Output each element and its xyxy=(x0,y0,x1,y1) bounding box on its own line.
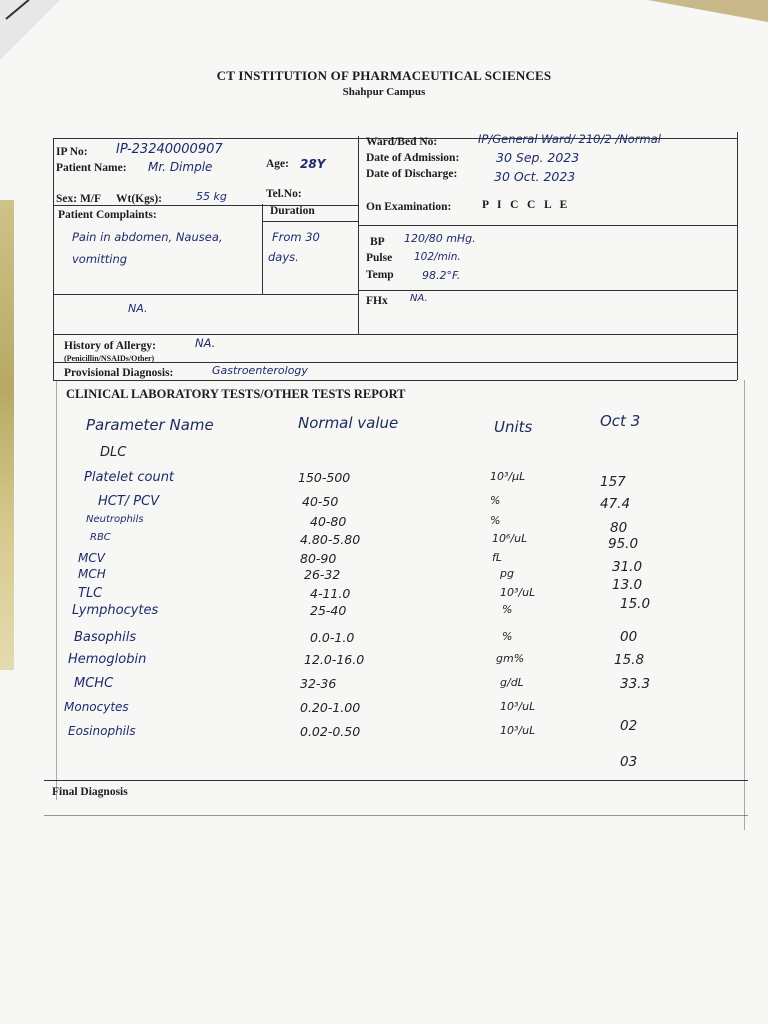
result-value: 00 xyxy=(620,629,638,645)
result-value: 13.0 xyxy=(612,577,643,593)
result-value: 15.0 xyxy=(620,596,651,612)
tel-label: Tel.No: xyxy=(266,188,302,200)
duration-label: Duration xyxy=(270,205,315,217)
admission-value: 30 Sep. 2023 xyxy=(496,150,580,165)
parameter-name: Eosinophils xyxy=(68,724,136,738)
ip-label: IP No: xyxy=(56,146,88,158)
column-divider xyxy=(358,136,359,334)
duration-line-1: From 30 xyxy=(272,230,320,244)
parameter-name: Basophils xyxy=(74,630,137,645)
result-value: 33.3 xyxy=(620,676,651,692)
bp-value: 120/80 mHg. xyxy=(404,232,476,245)
parameter-name: RBC xyxy=(90,532,111,543)
parameter-name: Hemoglobin xyxy=(68,652,147,667)
allergy-value: NA. xyxy=(195,336,216,350)
final-diagnosis-label: Final Diagnosis xyxy=(52,786,128,798)
unit-value: 10⁶/uL xyxy=(492,532,528,545)
other-history-value: NA. xyxy=(128,302,148,315)
duration-line-2: days. xyxy=(268,250,299,264)
patient-name-label: Patient Name: xyxy=(56,162,127,174)
unit-value: % xyxy=(490,514,501,527)
unit-value: 10³/µL xyxy=(490,470,526,483)
ward-label: Ward/Bed No: xyxy=(366,136,438,148)
row-divider xyxy=(44,780,748,781)
normal-value: 0.20-1.00 xyxy=(300,700,361,715)
provisional-diagnosis-value: Gastroenterology xyxy=(212,364,308,377)
normal-value: 4.80-5.80 xyxy=(300,532,361,547)
unit-value: 10³/uL xyxy=(500,724,536,737)
unit-value: % xyxy=(502,630,513,643)
result-value: 03 xyxy=(620,754,638,770)
normal-value: 150-500 xyxy=(298,470,351,485)
fhx-label: FHx xyxy=(366,295,388,307)
row-divider xyxy=(53,362,737,363)
discharge-label: Date of Discharge: xyxy=(366,168,458,180)
column-divider xyxy=(262,204,263,294)
column-header-normal: Normal value xyxy=(298,414,399,432)
provisional-diagnosis-label: Provisional Diagnosis: xyxy=(64,367,174,379)
row-divider xyxy=(53,380,737,381)
complaints-line-2: vomitting xyxy=(72,252,128,266)
result-value: 80 xyxy=(610,520,628,536)
normal-value: 80-90 xyxy=(300,551,337,566)
result-value: 15.8 xyxy=(614,652,645,668)
row-divider xyxy=(53,294,358,295)
parameter-name: Lymphocytes xyxy=(72,603,159,618)
unit-value: gm% xyxy=(496,652,525,665)
unit-value: g/dL xyxy=(500,676,524,689)
examination-label: On Examination: xyxy=(366,201,452,213)
column-header-date: Oct 3 xyxy=(600,412,641,430)
border-line xyxy=(53,138,54,380)
pulse-label: Pulse xyxy=(366,252,393,264)
unit-value: 10³/uL xyxy=(500,700,536,713)
admission-label: Date of Admission: xyxy=(366,152,460,164)
normal-value: 26-32 xyxy=(304,567,341,582)
temp-value: 98.2°F. xyxy=(422,269,461,282)
ip-value: IP-23240000907 xyxy=(116,142,223,157)
age-value: 28Y xyxy=(300,157,326,171)
normal-value: 0.02-0.50 xyxy=(300,724,361,739)
ward-value: IP/General Ward/ 210/2 /Normal xyxy=(478,132,662,146)
campus-subtitle: Shahpur Campus xyxy=(342,86,426,98)
weight-label: Wt(Kgs): xyxy=(116,193,162,205)
institution-title: CT INSTITUTION OF PHARMACEUTICAL SCIENCES xyxy=(216,68,552,83)
allergy-sublabel: (Penicillin/NSAIDs/Other) xyxy=(64,354,155,363)
normal-value: 4-11.0 xyxy=(310,586,351,601)
pulse-value: 102/min. xyxy=(414,251,461,263)
sex-label: Sex: M/F xyxy=(56,193,102,205)
fhx-value: NA. xyxy=(410,293,428,304)
row-divider xyxy=(53,334,737,335)
lab-report-title: CLINICAL LABORATORY TESTS/OTHER TESTS REPORT xyxy=(66,387,406,401)
border-line xyxy=(56,380,57,800)
bp-label: BP xyxy=(370,236,385,248)
weight-value: 55 kg xyxy=(196,190,227,203)
parameter-name: MCV xyxy=(78,551,105,565)
result-value: 157 xyxy=(600,474,626,490)
parameter-name: TLC xyxy=(78,586,103,601)
parameter-name: Monocytes xyxy=(64,700,129,714)
normal-value: 25-40 xyxy=(310,603,347,618)
unit-value: % xyxy=(502,603,513,616)
normal-value: 40-50 xyxy=(302,494,339,509)
column-header-units: Units xyxy=(494,418,533,436)
result-value: 31.0 xyxy=(612,559,643,575)
normal-value: 0.0-1.0 xyxy=(310,630,355,645)
row-divider xyxy=(358,290,737,291)
parameter-name: MCH xyxy=(78,567,106,581)
complaints-line-1: Pain in abdomen, Nausea, xyxy=(72,230,223,244)
normal-value: 32-36 xyxy=(300,676,337,691)
row-divider xyxy=(358,225,737,226)
discharge-value: 30 Oct. 2023 xyxy=(494,169,576,184)
parameter-name: HCT/ PCV xyxy=(98,494,160,509)
result-value: 02 xyxy=(620,718,638,734)
parameter-name: Neutrophils xyxy=(86,514,144,525)
unit-value: 10³/uL xyxy=(500,586,536,599)
allergy-label: History of Allergy: xyxy=(64,340,156,352)
unit-value: fL xyxy=(492,551,503,564)
normal-value: 40-80 xyxy=(310,514,347,529)
examination-letters: P I C C L E xyxy=(482,199,568,211)
column-header-parameter: Parameter Name xyxy=(86,416,214,434)
parameter-name: MCHC xyxy=(74,676,114,691)
age-label: Age: xyxy=(266,158,289,170)
complaints-label: Patient Complaints: xyxy=(58,209,157,221)
unit-value: % xyxy=(490,494,501,507)
row-divider xyxy=(262,221,358,222)
normal-value: 12.0-16.0 xyxy=(304,652,365,667)
temp-label: Temp xyxy=(366,269,394,281)
parameter-name: Platelet count xyxy=(84,470,175,485)
border-line xyxy=(737,132,738,380)
unit-value: pg xyxy=(500,567,514,580)
section-label: DLC xyxy=(100,445,127,460)
border-line xyxy=(744,380,745,830)
result-value: 47.4 xyxy=(600,496,631,512)
row-divider xyxy=(44,815,748,816)
patient-name-value: Mr. Dimple xyxy=(148,160,213,174)
result-value: 95.0 xyxy=(608,536,639,552)
